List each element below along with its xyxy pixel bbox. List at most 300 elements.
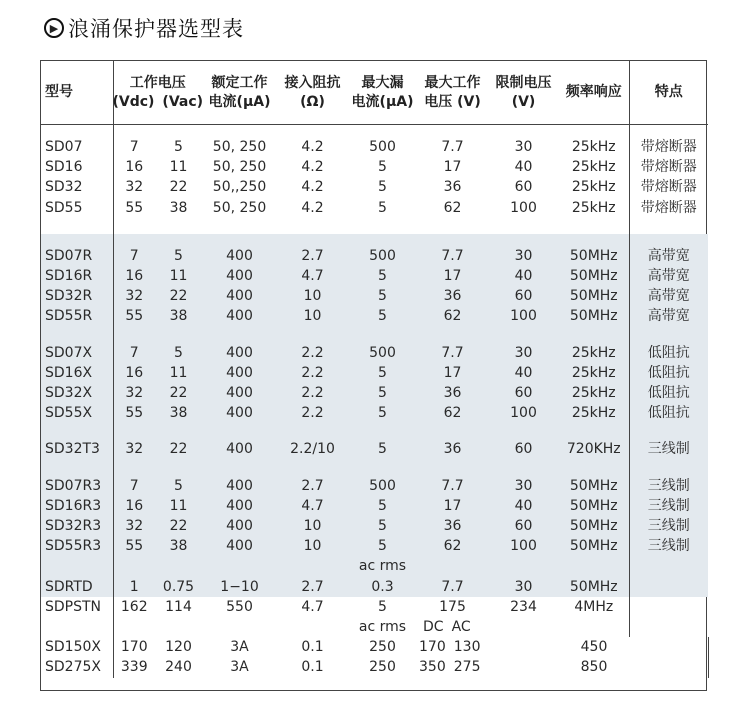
note-cell-feature — [629, 556, 708, 576]
spacer-cell — [417, 218, 488, 234]
spacer-cell — [559, 423, 629, 439]
cell-model: SD55 — [41, 198, 113, 218]
cell-feature: 高带宽 — [629, 286, 708, 306]
cell-max-leak: 5 — [348, 363, 417, 383]
cell-vdc: 7 — [113, 476, 155, 496]
cell-max-leak: 500 — [348, 343, 417, 363]
cell-dc-value: 170 — [419, 639, 446, 656]
cell-vac: 22 — [155, 439, 202, 459]
cell-rated-current: 400 — [202, 536, 277, 556]
cell-rated-current: 550 — [226, 598, 253, 615]
spacer-cell — [348, 218, 417, 234]
cell-freq: 25kHz — [559, 343, 629, 363]
note-row — [41, 556, 708, 576]
cell-vdc: 55 — [113, 536, 155, 556]
table-row — [41, 177, 708, 197]
cell-max-work-voltage: 175 — [439, 598, 466, 615]
cell-model: SD16X — [41, 363, 113, 383]
cell-model: SD55X — [41, 403, 113, 423]
table-row — [41, 536, 708, 556]
note-cell-vdc — [113, 617, 155, 637]
cell-freq: 50MHz — [559, 577, 629, 597]
spacer-cell — [155, 460, 202, 476]
cell-clamp-voltage: 60 — [488, 516, 559, 536]
cell-rated-current: 50, 250 — [212, 159, 267, 176]
note-cell-clamp-voltage — [488, 556, 559, 576]
cell-max-leak: 500 — [369, 139, 396, 155]
cell-feature: 低阻抗 — [629, 383, 708, 403]
note-dc: DC — [423, 619, 444, 636]
cell-clamp-voltage: 100 — [488, 536, 559, 556]
table-row — [41, 363, 708, 383]
cell-freq: 25kHz — [559, 363, 629, 383]
cell-freq: 50MHz — [559, 516, 629, 536]
cell-clamp-voltage: 30 — [488, 577, 559, 597]
cell-max-leak: 5 — [348, 516, 417, 536]
cell-vac: 114 — [165, 598, 192, 615]
cell-max-leak: 250 — [369, 639, 396, 656]
cell-feature — [629, 597, 708, 617]
cell-clamp-voltage: 30 — [488, 246, 559, 266]
note-cell-rated-current — [202, 556, 277, 576]
cell-clamp-voltage: 40 — [514, 159, 533, 176]
cell-max-work-voltage: 36 — [417, 516, 488, 536]
cell-vdc: 1 — [113, 577, 155, 597]
cell-insertion-impedance: 0.1 — [301, 639, 324, 656]
cell-max-work-voltage: 17 — [417, 363, 488, 383]
cell-feature: 高带宽 — [629, 246, 708, 266]
table-row — [41, 403, 708, 423]
cell-insertion-impedance: 10 — [277, 286, 348, 306]
cell-insertion-impedance: 10 — [277, 516, 348, 536]
cell-clamp-voltage: 30 — [488, 476, 559, 496]
spacer-cell — [155, 218, 202, 234]
cell-freq: 50MHz — [559, 536, 629, 556]
cell-freq: 50MHz — [559, 286, 629, 306]
group-spacer — [41, 218, 708, 234]
cell-clamp-voltage: 60 — [488, 383, 559, 403]
cell-model: SD07R3 — [41, 476, 113, 496]
spacer-cell — [488, 234, 559, 246]
cell-model: SD16 — [41, 157, 113, 177]
table-row — [41, 516, 708, 536]
cell-vac: 5 — [155, 343, 202, 363]
cell-model: SD55R3 — [41, 536, 113, 556]
note-cell-insertion-impedance — [277, 617, 348, 637]
cell-max-leak: 5 — [378, 598, 387, 615]
cell-freq: 50MHz — [559, 266, 629, 286]
cell-clamp-voltage: 60 — [488, 439, 559, 459]
cell-vdc: 7 — [113, 343, 155, 363]
cell-insertion-impedance: 2.2 — [277, 403, 348, 423]
header-rated-current: 额定工作 电流(μA) — [202, 61, 277, 125]
cell-rated-current: 400 — [202, 496, 277, 516]
header-clamp-voltage: 限制电压 (V) — [488, 61, 559, 125]
page-title — [44, 12, 244, 44]
note-cell-freq — [559, 556, 629, 576]
cell-model: SD07R — [41, 246, 113, 266]
cell-insertion-impedance: 4.2 — [301, 159, 324, 176]
cell-vdc: 16 — [113, 496, 155, 516]
cell-rated-current: 50, 250 — [212, 199, 267, 216]
cell-feature: 三线制 — [629, 536, 708, 556]
cell-model: SD55R — [41, 306, 113, 326]
group-spacer — [41, 423, 708, 439]
table-row — [41, 496, 708, 516]
group-spacer — [41, 125, 708, 138]
note-cell-vac — [155, 617, 202, 637]
cell-max-leak: 5 — [348, 536, 417, 556]
cell-rated-current: 400 — [202, 286, 277, 306]
cell-max-work-voltage: 62 — [417, 536, 488, 556]
header-model: 型号 — [41, 61, 113, 125]
cell-insertion-impedance: 2.7 — [277, 476, 348, 496]
cell-insertion-impedance: 4.2 — [301, 139, 324, 155]
cell-vac: 38 — [155, 306, 202, 326]
note-ac: AC — [451, 619, 471, 636]
cell-vdc: 55 — [113, 403, 155, 423]
cell-model: SD150X — [41, 637, 113, 657]
cell-rated-current: 50,,250 — [212, 179, 267, 196]
cell-rated-current: 400 — [202, 439, 277, 459]
table-row — [41, 246, 708, 266]
selection-table-frame — [40, 60, 707, 691]
spacer-cell — [202, 125, 277, 138]
spacer-cell — [629, 327, 708, 343]
cell-vdc: 170 — [120, 639, 148, 656]
table-row — [41, 137, 708, 157]
spacer-cell — [202, 327, 277, 343]
cell-max-leak: 5 — [378, 179, 387, 196]
note-cell-dc-ac — [417, 617, 559, 637]
cell-vdc: 55 — [113, 306, 155, 326]
cell-vac: 5 — [155, 476, 202, 496]
cell-rated-current: 400 — [202, 403, 277, 423]
table-row — [41, 343, 708, 363]
header-max-leak: 最大漏 电流(μA) — [348, 61, 417, 125]
cell-clamp-voltage: 60 — [514, 179, 533, 196]
spacer-cell — [202, 218, 277, 234]
cell-vac: 11 — [155, 363, 202, 383]
cell-dc-value: 350 — [419, 659, 446, 676]
cell-max-leak: 5 — [348, 266, 417, 286]
cell-rated-current: 50, 250 — [212, 139, 267, 155]
cell-feature: 低阻抗 — [629, 343, 708, 363]
spacer-cell — [417, 423, 488, 439]
spacer-cell — [202, 460, 277, 476]
cell-clamp-voltage: 40 — [488, 363, 559, 383]
cell-vac: 22 — [155, 383, 202, 403]
cell-feature: 低阻抗 — [629, 403, 708, 423]
cell-feature: 高带宽 — [629, 266, 708, 286]
cell-feature: 三线制 — [629, 516, 708, 536]
spacer-cell — [559, 327, 629, 343]
spacer-cell — [629, 423, 708, 439]
cell-clamp-voltage: 100 — [488, 306, 559, 326]
cell-vac: 38 — [169, 199, 188, 216]
cell-model: SD32 — [41, 177, 113, 197]
spacer-cell — [417, 460, 488, 476]
cell-max-leak: 5 — [378, 159, 387, 176]
cell-max-work-voltage-dc-ac — [417, 637, 559, 657]
cell-vdc: 7 — [129, 139, 139, 155]
cell-insertion-impedance: 4.2 — [301, 199, 324, 216]
spacer-cell — [41, 234, 113, 246]
spacer-cell — [559, 218, 629, 234]
table-row — [41, 198, 708, 218]
cell-max-leak: 5 — [378, 199, 387, 216]
cell-insertion-impedance: 2.7 — [277, 577, 348, 597]
cell-max-leak: 5 — [348, 496, 417, 516]
cell-vdc: 162 — [120, 598, 148, 615]
cell-rated-current: 400 — [202, 516, 277, 536]
cell-feature: 三线制 — [629, 496, 708, 516]
cell-model: SD32R — [41, 286, 113, 306]
cell-vdc: 32 — [113, 439, 155, 459]
spacer-cell — [277, 460, 348, 476]
cell-max-leak: 5 — [348, 306, 417, 326]
cell-freq: 50MHz — [559, 476, 629, 496]
cell-max-work-voltage: 7.7 — [441, 139, 464, 155]
cell-feature: 三线制 — [629, 476, 708, 496]
header-work-voltage: 工作电压 (Vdc) (Vac) — [113, 61, 202, 125]
header-feature: 特点 — [629, 61, 708, 125]
cell-vac: 0.75 — [155, 577, 202, 597]
cell-rated-current: 400 — [202, 306, 277, 326]
cell-insertion-impedance: 4.7 — [277, 266, 348, 286]
spacer-cell — [41, 327, 113, 343]
cell-freq: 720KHz — [559, 439, 629, 459]
group-spacer — [41, 327, 708, 343]
cell-model: SD07 — [41, 137, 113, 157]
cell-clamp-voltage: 100 — [510, 199, 537, 216]
cell-rated-current: 400 — [202, 363, 277, 383]
cell-freq: 25kHz — [559, 177, 629, 197]
cell-vdc: 16 — [113, 266, 155, 286]
spacer-cell — [41, 218, 113, 234]
cell-vac: 240 — [165, 659, 192, 676]
note-row — [41, 617, 708, 637]
cell-model: SD16R — [41, 266, 113, 286]
table-row — [41, 266, 708, 286]
cell-clamp-voltage: 234 — [510, 598, 537, 615]
selection-table — [41, 61, 708, 678]
spacer-cell — [155, 327, 202, 343]
note-cell-feature — [629, 617, 708, 637]
cell-max-work-voltage: 36 — [417, 383, 488, 403]
cell-max-work-voltage: 36 — [417, 286, 488, 306]
table-row — [41, 657, 708, 677]
spacer-cell — [488, 218, 559, 234]
cell-model: SD07X — [41, 343, 113, 363]
note-cell-model — [41, 556, 113, 576]
cell-rated-current: 400 — [202, 246, 277, 266]
spacer-cell — [155, 423, 202, 439]
cell-model: SDPSTN — [41, 597, 113, 617]
cell-max-leak: 5 — [348, 383, 417, 403]
cell-feature: 带熔断器 — [640, 139, 697, 155]
cell-model: SDRTD — [41, 577, 113, 597]
page-title-text: 浪涌保护器选型表 — [68, 17, 244, 41]
cell-model: SD16R3 — [41, 496, 113, 516]
cell-vdc: 32 — [113, 516, 155, 536]
cell-insertion-impedance: 10 — [277, 536, 348, 556]
cell-vac: 22 — [169, 179, 188, 196]
cell-freq: 25kHz — [559, 137, 629, 157]
spacer-cell — [277, 327, 348, 343]
play-circle-icon: ▶ — [44, 18, 64, 38]
cell-freq: 25kHz — [559, 383, 629, 403]
cell-max-work-voltage: 7.7 — [417, 476, 488, 496]
cell-max-leak: 250 — [369, 659, 396, 676]
cell-max-work-voltage: 62 — [417, 403, 488, 423]
cell-clamp-voltage: 30 — [488, 343, 559, 363]
cell-freq: 25kHz — [559, 403, 629, 423]
cell-clamp-voltage: 60 — [488, 286, 559, 306]
cell-vac: 120 — [165, 639, 192, 656]
cell-clamp-voltage: 850 — [580, 659, 608, 676]
spacer-cell — [348, 125, 417, 138]
spacer-cell — [113, 234, 155, 246]
cell-rated-current: 400 — [202, 383, 277, 403]
spacer-cell — [113, 218, 155, 234]
cell-vdc: 32 — [113, 286, 155, 306]
cell-max-work-voltage: 36 — [417, 439, 488, 459]
cell-insertion-impedance: 2.2 — [277, 383, 348, 403]
spacer-cell — [155, 234, 202, 246]
cell-vdc: 55 — [125, 199, 144, 216]
cell-feature: 三线制 — [629, 439, 708, 459]
cell-feature: 带熔断器 — [640, 199, 697, 216]
cell-clamp-voltage: 40 — [488, 266, 559, 286]
spacer-cell — [629, 234, 708, 246]
cell-max-work-voltage: 7.7 — [417, 246, 488, 266]
cell-freq: 50MHz — [559, 496, 629, 516]
cell-model: SD32X — [41, 383, 113, 403]
cell-vac: 11 — [169, 159, 188, 176]
spacer-cell — [41, 460, 113, 476]
cell-max-work-voltage-dc-ac — [417, 657, 559, 677]
spacer-cell — [348, 234, 417, 246]
cell-max-leak: 5 — [348, 403, 417, 423]
cell-freq: 25kHz — [559, 157, 629, 177]
header-freq: 频率响应 — [559, 61, 629, 125]
note-cell-insertion-impedance — [277, 556, 348, 576]
spacer-cell — [348, 460, 417, 476]
cell-insertion-impedance: 4.7 — [277, 496, 348, 516]
cell-ac-value: 275 — [453, 659, 481, 676]
cell-freq: 25kHz — [559, 198, 629, 218]
group-spacer — [41, 234, 708, 246]
spacer-cell — [113, 423, 155, 439]
cell-model: SD32T3 — [41, 439, 113, 459]
table-row — [41, 306, 708, 326]
cell-feature: 高带宽 — [629, 306, 708, 326]
table-row — [41, 286, 708, 306]
cell-vac: 38 — [155, 403, 202, 423]
spacer-cell — [417, 327, 488, 343]
table-row — [41, 597, 708, 617]
spacer-cell — [277, 234, 348, 246]
header-max-work-voltage: 最大工作 电压 (V) — [417, 61, 488, 125]
cell-feature — [629, 577, 708, 597]
cell-vac: 22 — [155, 286, 202, 306]
cell-insertion-impedance: 2.2 — [277, 363, 348, 383]
table-row — [41, 637, 708, 657]
spacer-cell — [41, 125, 113, 138]
cell-rated-current: 1−10 — [202, 577, 277, 597]
cell-clamp-voltage: 450 — [580, 639, 608, 656]
spacer-cell — [277, 125, 348, 138]
cell-ac-value: 130 — [453, 639, 481, 656]
cell-max-work-voltage: 17 — [443, 159, 462, 176]
note-cell-rated-current — [202, 617, 277, 637]
cell-max-leak: 5 — [348, 286, 417, 306]
table-row — [41, 439, 708, 459]
cell-vac: 5 — [174, 139, 183, 155]
header-insertion-impedance: 接入阻抗 (Ω) — [277, 61, 348, 125]
spacer-cell — [348, 423, 417, 439]
spacer-cell — [629, 218, 708, 234]
cell-max-work-voltage: 62 — [443, 199, 462, 216]
cell-freq — [629, 637, 708, 657]
cell-freq: 50MHz — [559, 246, 629, 266]
spacer-cell — [488, 460, 559, 476]
cell-insertion-impedance: 2.2 — [277, 343, 348, 363]
cell-max-work-voltage: 62 — [417, 306, 488, 326]
spacer-cell — [348, 327, 417, 343]
spacer-cell — [277, 423, 348, 439]
spacer-cell — [488, 327, 559, 343]
spacer-cell — [202, 423, 277, 439]
cell-insertion-impedance: 2.2/10 — [277, 439, 348, 459]
cell-max-work-voltage: 17 — [417, 266, 488, 286]
cell-clamp-voltage: 30 — [514, 139, 533, 155]
spacer-cell — [559, 460, 629, 476]
cell-freq: 4MHz — [559, 597, 629, 617]
table-row — [41, 577, 708, 597]
cell-vac: 22 — [155, 516, 202, 536]
cell-vdc: 339 — [120, 659, 148, 676]
cell-vdc: 16 — [125, 159, 144, 176]
cell-max-leak: 500 — [348, 246, 417, 266]
cell-max-work-voltage: 17 — [417, 496, 488, 516]
cell-feature: 带熔断器 — [640, 159, 697, 176]
spacer-cell — [202, 234, 277, 246]
cell-max-leak: 0.3 — [348, 577, 417, 597]
cell-feature: 带熔断器 — [640, 179, 697, 196]
cell-insertion-impedance: 2.7 — [277, 246, 348, 266]
note-cell-max-work-voltage — [417, 556, 488, 576]
spacer-cell — [113, 125, 155, 138]
spacer-cell — [629, 460, 708, 476]
spacer-cell — [113, 460, 155, 476]
cell-max-work-voltage: 36 — [443, 179, 462, 196]
cell-vdc: 16 — [113, 363, 155, 383]
cell-freq: 50MHz — [559, 306, 629, 326]
spacer-cell — [277, 218, 348, 234]
cell-vdc: 32 — [125, 179, 144, 196]
spacer-cell — [629, 125, 708, 138]
note-cell-max-leak: ac rms — [348, 556, 417, 576]
cell-insertion-impedance: 4.7 — [301, 598, 324, 615]
cell-model: SD32R3 — [41, 516, 113, 536]
note-cell-model — [41, 617, 113, 637]
cell-max-work-voltage: 7.7 — [417, 577, 488, 597]
spacer-cell — [417, 125, 488, 138]
cell-clamp-voltage: 40 — [488, 496, 559, 516]
cell-vac: 11 — [155, 266, 202, 286]
